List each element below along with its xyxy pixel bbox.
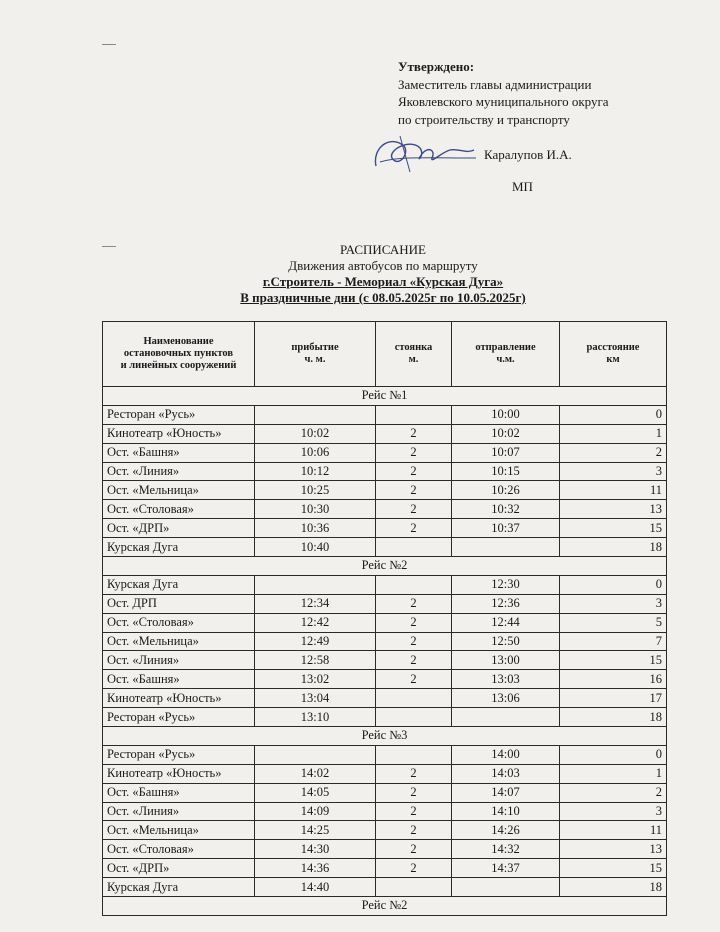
arrival-cell: 14:36 (255, 859, 376, 878)
departure-cell: 13:03 (452, 670, 560, 689)
route-name: г.Строитель - Мемориал «Курская Дуга» (262, 274, 504, 289)
distance-cell: 3 (560, 802, 667, 821)
signer-name: Каралупов И.А. (484, 147, 572, 162)
departure-cell: 13:00 (452, 651, 560, 670)
stop-name-cell: Ост. «Линия» (103, 462, 255, 481)
departure-cell: 12:50 (452, 632, 560, 651)
departure-cell: 12:44 (452, 613, 560, 632)
table-row (103, 821, 667, 840)
stay-cell: 2 (376, 462, 452, 481)
departure-cell: 14:07 (452, 783, 560, 802)
departure-cell: 14:26 (452, 821, 560, 840)
approval-line: Заместитель главы администрации (398, 76, 592, 92)
distance-cell: 3 (560, 462, 667, 481)
trip-label: Рейс №3 (103, 727, 667, 746)
distance-cell: 3 (560, 594, 667, 613)
arrival-cell: 10:30 (255, 500, 376, 519)
stay-cell: 2 (376, 481, 452, 500)
table-row (103, 840, 667, 859)
departure-cell: 12:30 (452, 575, 560, 594)
stop-name-cell: Ост. «Столовая» (103, 613, 255, 632)
col-header-arrival: прибытие ч. м. (255, 322, 376, 387)
stop-name-cell: Курская Дуга (103, 575, 255, 594)
stay-cell (376, 878, 452, 897)
distance-cell: 11 (560, 821, 667, 840)
table-row (103, 481, 667, 500)
scan-mark (102, 44, 116, 45)
departure-cell: 10:26 (452, 481, 560, 500)
departure-cell (452, 708, 560, 727)
trip-label: Рейс №2 (103, 557, 667, 576)
stay-cell (376, 538, 452, 557)
date-range: В праздничные дни (с 08.05.2025г по 10.05.2025г) (240, 290, 526, 305)
arrival-cell: 13:10 (255, 708, 376, 727)
stay-cell (376, 708, 452, 727)
stop-name-cell: Ресторан «Русь» (103, 708, 255, 727)
stay-cell (376, 575, 452, 594)
table-row (103, 689, 667, 708)
arrival-cell: 14:09 (255, 802, 376, 821)
arrival-cell: 14:25 (255, 821, 376, 840)
table-row (103, 708, 667, 727)
table-row (103, 575, 667, 594)
col-header-distance: расстояние км (560, 322, 667, 387)
stay-cell: 2 (376, 840, 452, 859)
distance-cell: 2 (560, 783, 667, 802)
table-row (103, 462, 667, 481)
arrival-cell (255, 745, 376, 764)
stamp-label: МП (512, 178, 533, 194)
table-row (103, 538, 667, 557)
distance-cell: 18 (560, 708, 667, 727)
departure-cell: 14:10 (452, 802, 560, 821)
arrival-cell: 10:36 (255, 519, 376, 538)
distance-cell: 13 (560, 840, 667, 859)
distance-cell: 1 (560, 424, 667, 443)
arrival-cell: 10:06 (255, 443, 376, 462)
table-row (103, 745, 667, 764)
stop-name-cell: Ост. «Мельница» (103, 632, 255, 651)
departure-cell: 10:37 (452, 519, 560, 538)
stay-cell: 2 (376, 802, 452, 821)
arrival-cell: 14:02 (255, 764, 376, 783)
stop-name-cell: Ост. «Линия» (103, 802, 255, 821)
stay-cell: 2 (376, 632, 452, 651)
departure-cell (452, 878, 560, 897)
table-row (103, 878, 667, 897)
stop-name-cell: Ост. «Башня» (103, 783, 255, 802)
departure-cell: 14:03 (452, 764, 560, 783)
approval-heading: Утверждено: (398, 59, 475, 74)
arrival-cell: 10:25 (255, 481, 376, 500)
stay-cell: 2 (376, 424, 452, 443)
arrival-cell: 12:42 (255, 613, 376, 632)
distance-cell: 2 (560, 443, 667, 462)
stay-cell: 2 (376, 613, 452, 632)
arrival-cell: 13:02 (255, 670, 376, 689)
col-header-stay: стоянка м. (376, 322, 452, 387)
table-header-row (103, 322, 667, 387)
departure-cell (452, 538, 560, 557)
stop-name-cell: Кинотеатр «Юность» (103, 689, 255, 708)
distance-cell: 15 (560, 519, 667, 538)
stop-name-cell: Ост. «ДРП» (103, 859, 255, 878)
schedule-title (100, 242, 666, 306)
stay-cell (376, 745, 452, 764)
table-row (103, 594, 667, 613)
departure-cell: 10:00 (452, 405, 560, 424)
stop-name-cell: Ост. ДРП (103, 594, 255, 613)
stay-cell (376, 689, 452, 708)
stop-name-cell: Кинотеатр «Юность» (103, 764, 255, 783)
departure-cell: 14:00 (452, 745, 560, 764)
table-row (103, 500, 667, 519)
departure-cell: 10:15 (452, 462, 560, 481)
table-row (103, 424, 667, 443)
table-row (103, 613, 667, 632)
stop-name-cell: Ост. «ДРП» (103, 519, 255, 538)
distance-cell: 15 (560, 651, 667, 670)
trip-label: Рейс №2 (103, 897, 667, 916)
table-row (103, 651, 667, 670)
stay-cell: 2 (376, 443, 452, 462)
stay-cell: 2 (376, 594, 452, 613)
table-row (103, 519, 667, 538)
stay-cell: 2 (376, 670, 452, 689)
stop-name-cell: Ост. «Башня» (103, 670, 255, 689)
arrival-cell: 12:49 (255, 632, 376, 651)
departure-cell: 14:32 (452, 840, 560, 859)
distance-cell: 18 (560, 878, 667, 897)
table-row (103, 802, 667, 821)
arrival-cell: 13:04 (255, 689, 376, 708)
arrival-cell: 12:58 (255, 651, 376, 670)
stop-name-cell: Кинотеатр «Юность» (103, 424, 255, 443)
col-header-departure: отправление ч.м. (452, 322, 560, 387)
distance-cell: 15 (560, 859, 667, 878)
table-row (103, 670, 667, 689)
stop-name-cell: Ост. «Башня» (103, 443, 255, 462)
trip-header-row (103, 557, 667, 576)
table-row (103, 859, 667, 878)
title-line: РАСПИСАНИЕ (340, 242, 426, 257)
distance-cell: 7 (560, 632, 667, 651)
stop-name-cell: Ост. «Линия» (103, 651, 255, 670)
table-row (103, 632, 667, 651)
stop-name-cell: Ресторан «Русь» (103, 405, 255, 424)
departure-cell: 10:32 (452, 500, 560, 519)
stop-name-cell: Ост. «Столовая» (103, 500, 255, 519)
departure-cell: 13:06 (452, 689, 560, 708)
stay-cell: 2 (376, 859, 452, 878)
table-row (103, 764, 667, 783)
stop-name-cell: Ост. «Мельница» (103, 481, 255, 500)
arrival-cell: 10:40 (255, 538, 376, 557)
distance-cell: 18 (560, 538, 667, 557)
departure-cell: 10:02 (452, 424, 560, 443)
stay-cell: 2 (376, 783, 452, 802)
distance-cell: 0 (560, 745, 667, 764)
table-row (103, 443, 667, 462)
distance-cell: 17 (560, 689, 667, 708)
distance-cell: 5 (560, 613, 667, 632)
arrival-cell: 10:02 (255, 424, 376, 443)
title-line: Движения автобусов по маршруту (288, 258, 478, 273)
signature-image (370, 128, 480, 178)
stop-name-cell: Курская Дуга (103, 878, 255, 897)
distance-cell: 0 (560, 575, 667, 594)
trip-header-row (103, 387, 667, 406)
distance-cell: 1 (560, 764, 667, 783)
stay-cell: 2 (376, 651, 452, 670)
stop-name-cell: Ост. «Столовая» (103, 840, 255, 859)
stop-name-cell: Ост. «Мельница» (103, 821, 255, 840)
arrival-cell: 14:30 (255, 840, 376, 859)
stay-cell: 2 (376, 519, 452, 538)
distance-cell: 16 (560, 670, 667, 689)
arrival-cell: 14:40 (255, 878, 376, 897)
stay-cell: 2 (376, 500, 452, 519)
departure-cell: 10:07 (452, 443, 560, 462)
approval-line: по строительству и транспорту (398, 111, 570, 127)
departure-cell: 14:37 (452, 859, 560, 878)
stop-name-cell: Курская Дуга (103, 538, 255, 557)
schedule-table (102, 321, 667, 916)
arrival-cell: 12:34 (255, 594, 376, 613)
trip-label: Рейс №1 (103, 387, 667, 406)
arrival-cell: 14:05 (255, 783, 376, 802)
stay-cell: 2 (376, 764, 452, 783)
table-row (103, 405, 667, 424)
col-header-stop: Наименование остановочных пунктов и линейных сооружений (103, 322, 255, 387)
stop-name-cell: Ресторан «Русь» (103, 745, 255, 764)
distance-cell: 0 (560, 405, 667, 424)
distance-cell: 13 (560, 500, 667, 519)
arrival-cell (255, 405, 376, 424)
arrival-cell (255, 575, 376, 594)
arrival-cell: 10:12 (255, 462, 376, 481)
approval-line: Яковлевского муниципального округа (398, 94, 609, 109)
trip-header-row (103, 727, 667, 746)
table-row (103, 783, 667, 802)
stay-cell (376, 405, 452, 424)
stay-cell: 2 (376, 821, 452, 840)
distance-cell: 11 (560, 481, 667, 500)
departure-cell: 12:36 (452, 594, 560, 613)
trip-header-row (103, 897, 667, 916)
